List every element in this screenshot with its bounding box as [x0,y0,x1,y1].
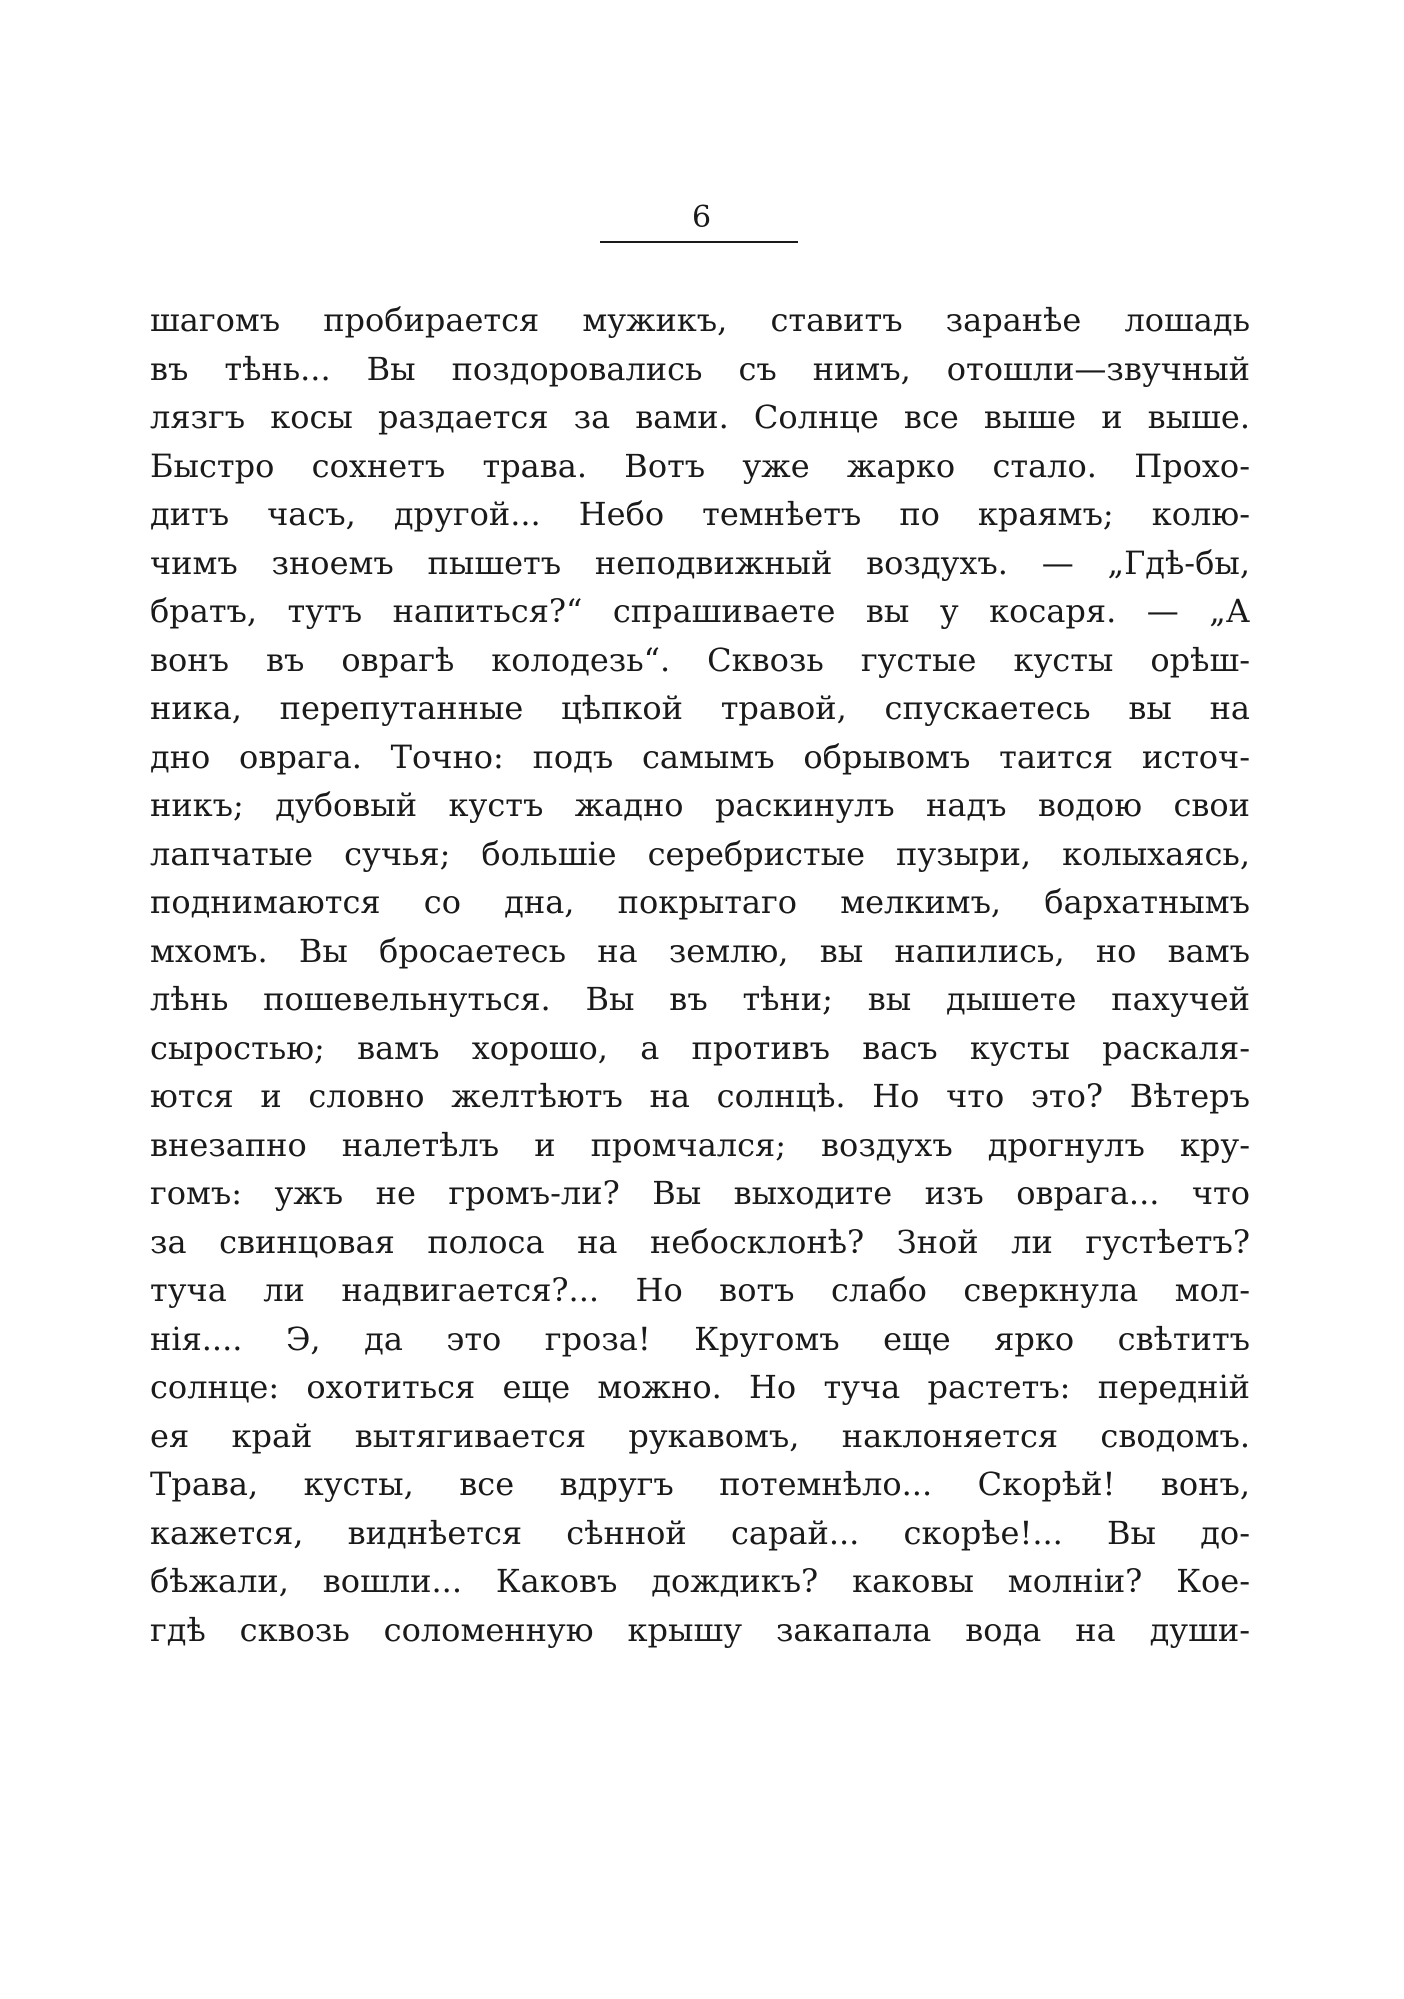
text-line: гомъ: ужъ не громъ-ли? Вы выходите изъ оврага... что [150,1174,1250,1212]
text-line: лапчатые сучья; большіе серебристые пузыри, колыхаясь, [150,834,1250,873]
body-text [150,296,1250,1654]
text-line: кажется, виднѣется сѣнной сарай... скорѣе!... Вы до- [150,1513,1250,1552]
page-number: 6 [691,200,713,235]
text-line: за свинцовая полоса на небосклонѣ? Зной ли густѣетъ? [150,1222,1250,1261]
text-line: бѣжали, вошли... Каковъ дождикъ? каковы молніи? Кое- [150,1562,1250,1600]
text-line: мхомъ. Вы бросаетесь на землю, вы напились, но вамъ [150,931,1250,970]
text-line: поднимаются со дна, покрытаго мелкимъ, бархатнымъ [150,883,1250,921]
text-line: сыростью; вамъ хорошо, а противъ васъ кусты раскаля- [150,1028,1250,1067]
text-line: туча ли надвигается?... Но вотъ слабо сверкнула мол- [150,1271,1250,1309]
text-line: шагомъ пробирается мужикъ, ставитъ заранѣе лошадь [150,301,1250,339]
text-line: Трава, кусты, все вдругъ потемнѣло... Скорѣй! вонъ, [150,1465,1250,1503]
text-line: никъ; дубовый кустъ жадно раскинулъ надъ водою свои [150,786,1250,824]
text-line: дно оврага. Точно: подъ самымъ обрывомъ таится источ- [150,737,1250,776]
text-line: внезапно налетѣлъ и промчался; воздухъ дрогнулъ кру- [150,1125,1250,1164]
text-line: солнце: охотиться еще можно. Но туча растетъ: передній [150,1368,1250,1406]
text-line: ника, перепутанные цѣпкой травой, спускаетесь вы на [150,689,1250,727]
header-rule [600,241,798,243]
text-line: ются и словно желтѣютъ на солнцѣ. Но что это? Вѣтеръ [150,1077,1250,1115]
text-line: лѣнь пошевельнуться. Вы въ тѣни; вы дышете пахучей [150,980,1250,1018]
text-line: гдѣ сквозь соломенную крышу закапала вода на души- [150,1610,1250,1649]
text-line: ея край вытягивается рукавомъ, наклоняется сводомъ. [150,1416,1250,1455]
text-line: дитъ часъ, другой... Небо темнѣетъ по краямъ; колю- [150,495,1250,533]
text-line: лязгъ косы раздается за вами. Солнце все выше и выше. [150,398,1250,436]
text-line: въ тѣнь... Вы поздоровались съ нимъ, отошли—звучный [150,349,1250,388]
text-line: братъ, тутъ напиться?“ спрашиваете вы у косаря. — „А [150,592,1250,630]
text-line: нія.... Э, да это гроза! Кругомъ еще ярко свѣтитъ [150,1319,1250,1358]
text-line: Быстро сохнетъ трава. Вотъ уже жарко стало. Прохо- [150,446,1250,485]
text-line: чимъ зноемъ пышетъ неподвижный воздухъ. — „Гдѣ-бы, [150,543,1250,582]
text-line: вонъ въ оврагѣ колодезь“. Сквозь густые кусты орѣш- [150,640,1250,679]
